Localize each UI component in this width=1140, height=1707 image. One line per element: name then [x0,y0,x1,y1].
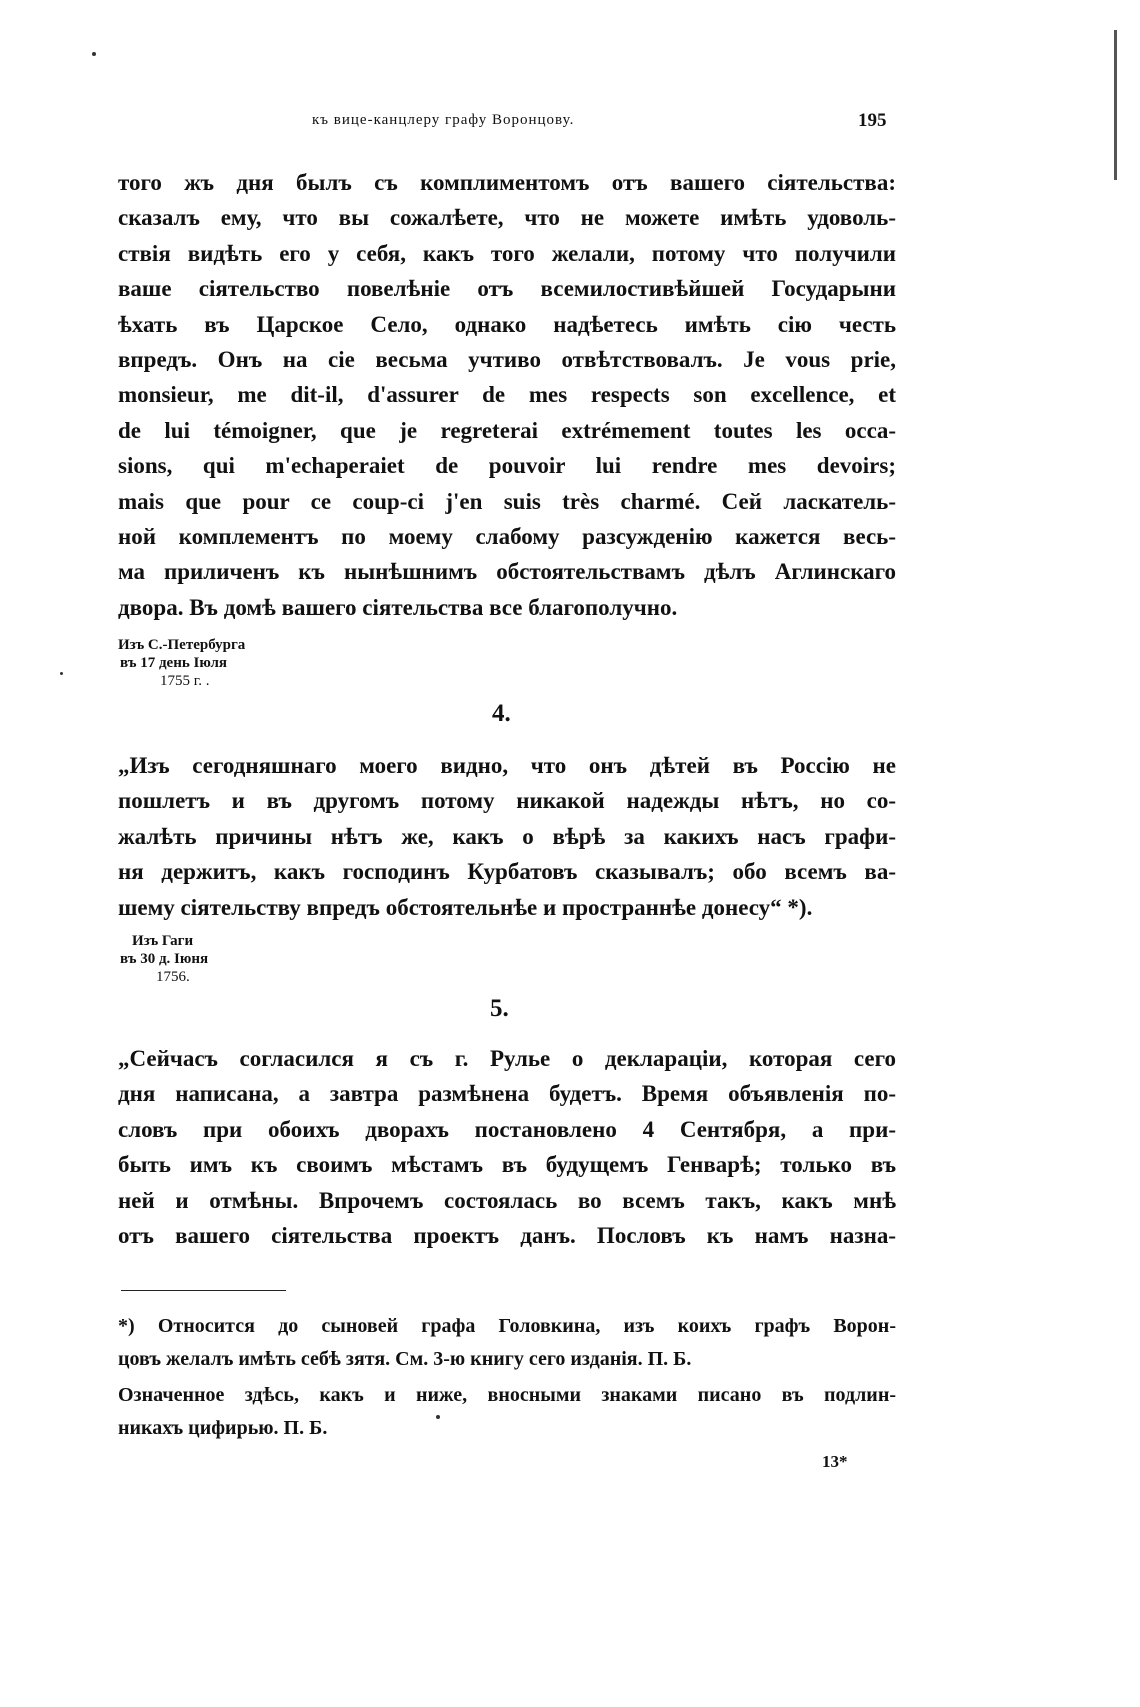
text-line: дня написана, а завтра размѣнена будетъ. Время объявленія по- [118,1081,896,1107]
text-line: monsieur, me dit-il, d'assurer de mes respects son excellence, et [118,382,896,408]
dateline-place: Изъ Гаги [132,933,194,949]
page-edge-mark [1114,30,1117,180]
text-line: „Сейчасъ согласился я съ г. Рулье о декларацiи, которая сего [118,1046,896,1071]
footnote-1 [118,1310,896,1376]
paragraph-2 [118,748,896,925]
paragraph-3 [118,1041,896,1253]
text-line: mais que pour ce coup-ci j'en suis très charmé. Сей ласкатель- [118,488,896,514]
footnote-rule [121,1290,286,1291]
text-line: sions, qui m'echaperaiet de pouvoir lui rendre mes devoirs; [118,453,896,479]
footnote-2 [118,1379,896,1445]
text-line: ѣхать въ Царское Село, однако надѣетесь имѣть сію честь [118,311,896,337]
signature-mark: 13* [822,1452,848,1471]
text-line: шему сіятельству впредъ обстоятельнѣе и пространнѣе донесу“ *). [118,894,813,920]
footnote-line: цовъ желалъ имѣть себѣ зятя. См. 3-ю книгу сего изданія. П. Б. [118,1348,692,1370]
section-number-4: 4. [492,700,511,727]
print-speck [60,672,63,675]
print-speck [92,52,96,56]
section-number-5: 5. [490,995,509,1022]
text-line: отъ вашего сіятельства проектъ данъ. Пословъ къ намъ назна- [118,1222,896,1248]
text-line: ствія видѣть его у себя, какъ того желали, потому что получили [118,240,896,266]
text-line: de lui témoigner, que je regreterai extrémement toutes les occa- [118,417,896,443]
footnote-line: Означенное здѣсь, какъ и ниже, вносными знаками писано въ подлин- [118,1384,896,1406]
dateline-2 [118,932,208,986]
text-line: жалѣть причины нѣтъ же, какъ о вѣрѣ за какихъ насъ графи- [118,823,896,849]
paragraph-1 [118,165,896,625]
page-number: 195 [858,110,887,131]
dateline-1 [118,636,245,690]
text-line: двора. Въ домѣ вашего сіятельства все благополучно. [118,594,678,620]
text-line: того жъ дня былъ съ комплиментомъ отъ вашего сіятельства: [118,170,896,195]
text-line: ма приличенъ къ нынѣшнимъ обстоятельствамъ дѣлъ Аглинскаго [118,559,896,585]
dateline-place: Изъ С.-Петербурга [118,637,246,653]
text-line: впредъ. Онъ на сіе весьма учтиво отвѣтствовалъ. Je vous prie, [118,346,896,372]
text-line: быть имъ къ своимъ мѣстамъ въ будущемъ Генварѣ; только въ [118,1152,896,1178]
footnote-line: никахъ цифирью. П. Б. [118,1417,328,1439]
dateline-year: 1756. [156,969,190,985]
dateline-date: въ 17 день Іюля [120,655,227,671]
text-line: ной комплементъ по моему слабому разсужденію кажется весь- [118,523,896,549]
footnote-line: *) Относится до сыновей графа Головкина, изъ коихъ графъ Ворон- [118,1315,896,1337]
text-line: ней и отмѣны. Впрочемъ состоялась во всемъ такъ, какъ мнѣ [118,1187,896,1213]
dateline-year: 1755 г. . [160,673,210,689]
text-line: сказалъ ему, что вы сожалѣете, что не можете имѣть удоволь- [118,205,896,231]
text-line: пошлетъ и въ другомъ потому никакой надежды нѣтъ, но со- [118,788,896,814]
text-line: ваше сіятельство повелѣніе отъ всемилостивѣйшей Государыни [118,276,896,302]
running-head: къ вице-канцлеру графу Воронцову. [312,112,575,128]
text-line: „Изъ сегодняшнаго моего видно, что онъ дѣтей въ Россію не [118,753,896,778]
text-line: ня держитъ, какъ господинъ Курбатовъ сказывалъ; обо всемъ ва- [118,859,896,885]
dateline-date: въ 30 д. Іюня [120,951,209,967]
text-line: словъ при обоихъ дворахъ постановлено 4 Сентября, а при- [118,1116,896,1142]
